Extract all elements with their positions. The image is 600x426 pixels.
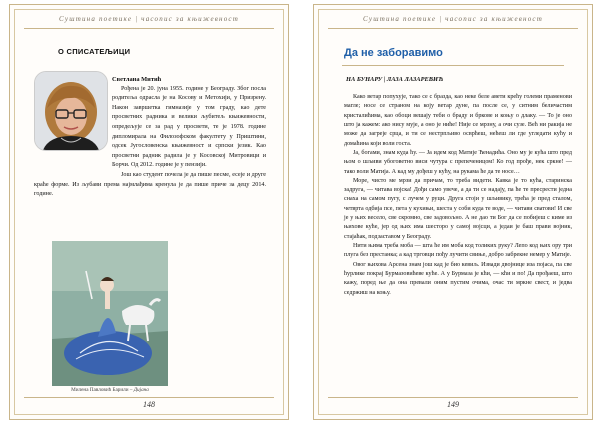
left-page	[9, 4, 289, 420]
story-paragraph-2: Ја, богами, знам куда ћу. — Ја идем код Матије Ћенадића. Оно му је кућа што пред њом о шљиви убоговетно виси чутура с препеченицом! Ко год прође, нек сркне! — тако воли Матија. А кад му дођеш у кућу, на рукама ће да те носе…	[344, 149, 572, 175]
author-bio	[34, 75, 266, 200]
painting-caption	[10, 387, 210, 393]
journal-header-right: Суштина поетике | часопис за књижевност	[363, 15, 543, 23]
title-rule	[342, 65, 564, 66]
footer-rule-left	[24, 397, 274, 398]
header-rule-right	[328, 28, 578, 29]
story-paragraph-1: Како ветар попухује, тако се с бразда, као неке беле авети крећу големи праменови магле; носе се страном на коју ветар дуне, па после се, у ситним беличастим кристалићима, као обоци вешају теби о браду и бркове и коњу о длаку. — То је оно што ја кажем: ако нису мује, а оно је ниће! Није се мрзну, а очи сузе. Већ ни ракија не може да загреје срца, и ти се нестрпљиво осврћеш, нећеш ли где угледати кућу и домаћина који воли госта.	[344, 94, 572, 147]
diana-painting	[52, 241, 168, 386]
section-title: О СПИСАТЕЉИЦИ	[58, 47, 131, 56]
painting-image	[52, 241, 168, 386]
bio-paragraph-1: Рођена је 20. јуна 1955. године у Београду. Због посла родитеља одрасла је на Косову и Метохији, у Призрену. Након завршетка гимназије у том граду, као дете просветних радника и велики љубитељ књижевности, опредељује се за рад у просвети, те је 1978. године дипломирала на Филозофском факултету у Приштини, одсек Југословенска књижевност и српски језик. Као просветни радник радила је у Косовској Митровици и Борчи. Од 2012. године је у пензији.	[112, 85, 266, 169]
journal-header-left: Суштина поетике | часопис за књижевност	[59, 15, 239, 23]
story-paragraph-4: Нити њима треба моба — шта ће им моба код толиких руку? Лепо код њих ору три плуга без престанка; а кад трговци пођу лучити свиње, добро забрекне немер у Матије.	[344, 243, 572, 259]
page-number-left: 148	[143, 400, 155, 409]
right-page	[313, 4, 593, 420]
story-subtitle: НА БУНАРУ | ЛАЗА ЛАЗАРЕВИЋ	[346, 76, 444, 83]
author-name: Светлана Митић	[112, 76, 162, 83]
page-number-right: 149	[447, 400, 459, 409]
caption-author: Милена Павловић Барили –	[71, 387, 133, 393]
section-title-blue: Да не заборавимо	[344, 47, 443, 59]
story-paragraph-5: Овог њихова Арсена знам још кад је био кевиљ. Извади двојнице иза појаса, па све ћурлике покрај Бурмазовићеве куће. А у Бурмаза је кћи, — кћи и по! Да прођаеш, што кажу, поред ње да она превали оним пустим очима, очас ти мркне свест, и једва седржиш на коњу.	[344, 261, 572, 296]
bio-paragraph-2: Још као студент почела је да пише песме, есеје и друге краће форме. Из љубави према најмлађима кренула је да пише приче за децу 2014. године.	[34, 171, 266, 198]
caption-title: Дијана	[133, 387, 149, 393]
story-text	[344, 93, 572, 298]
story-paragraph-3: Море, чисто ме мрзи да причам, то треба видети. Кавка је то кућа, старинска задруга, — читава војска! Дођи само увече, а да ти се надају, па ће те пресрести једна снаха на самом пугу, с лучем у руци. Друга стоји у шљивику, трећа је пред сталом, четврта одбија псе, пета у кухињи, шеста у соби куда те воде, — читави сватови! И све је у њих весело, све скромно, све задовољно. А не дао ти Бог да се побијеш с киме из њихове куће, јер од њих има шесторо у самој војсци, а једаи је баш прави војник, стајаћак, подзаставом у Београду.	[344, 177, 572, 240]
footer-rule-right	[328, 397, 578, 398]
header-rule-left	[24, 28, 274, 29]
